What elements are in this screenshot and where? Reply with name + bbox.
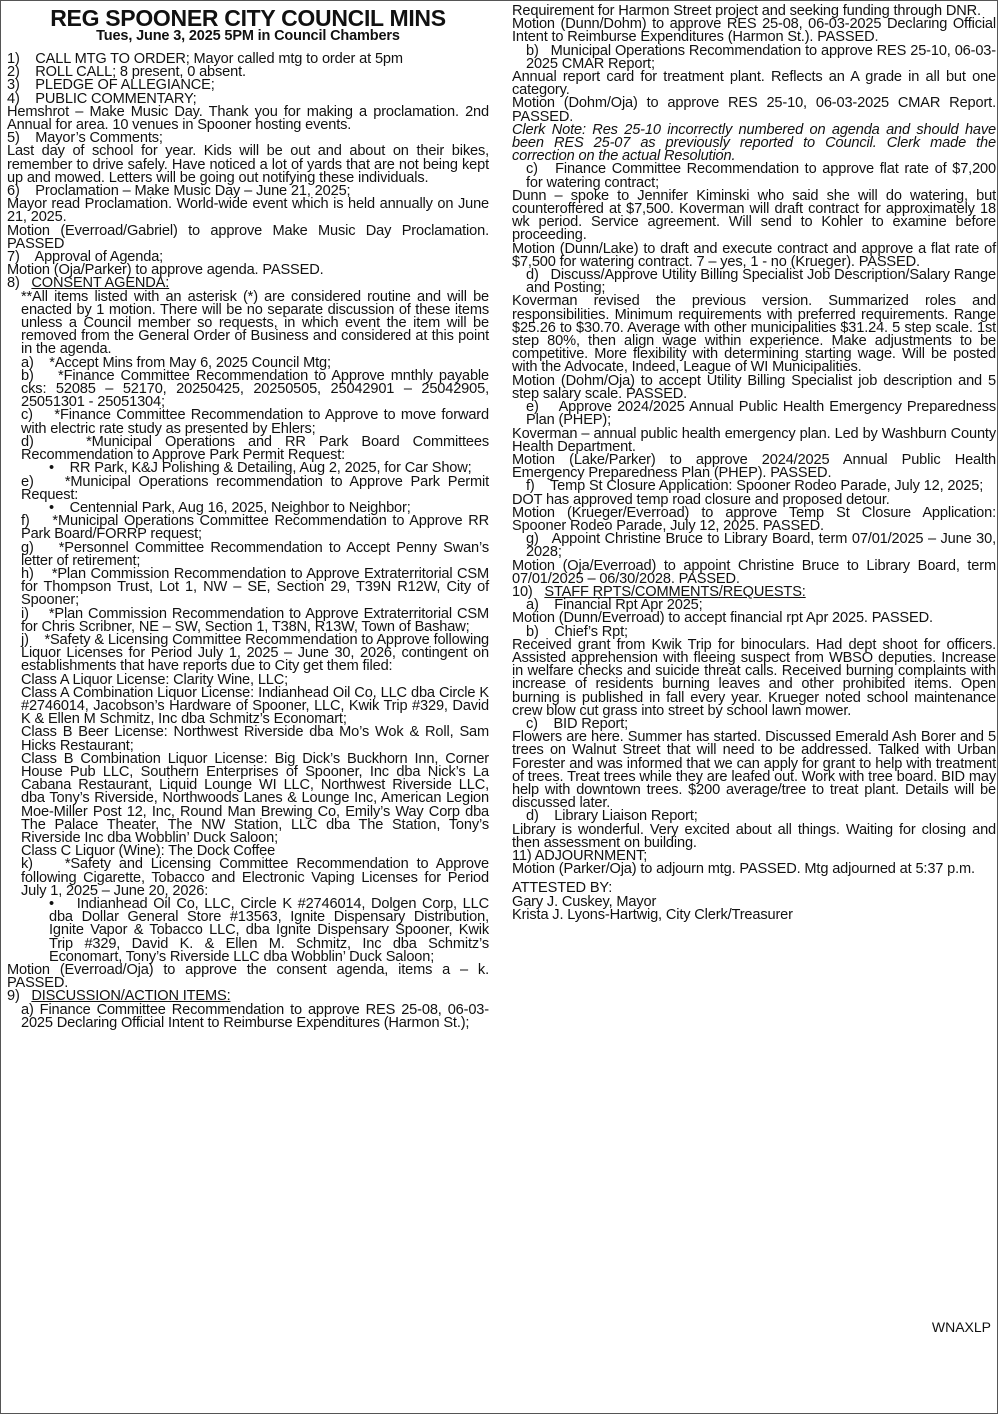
minutes-paragraph: Motion (Oja/Parker) to approve agenda. PASSED. <box>7 262 324 279</box>
minutes-paragraph: Motion (Dunn/Lake) to draft and execute contract and approve a flat rate of $7,500 for watering contract. 7 – yes, 1 - no (Krueger). PASSED. <box>512 240 996 270</box>
section-number: 10) <box>512 583 545 600</box>
minutes-paragraph: c) BID Report; <box>526 715 629 732</box>
minutes-paragraph: d) Library Liaison Report; <box>526 808 698 825</box>
minutes-paragraph: 11) ADJOURNMENT; <box>512 848 648 864</box>
minutes-paragraph: Mayor read Proclamation. World-wide event which is held annually on June 21, 2025. <box>7 196 489 226</box>
minutes-paragraph: a) Finance Committee Recommendation to approve RES 25-08, 06-03-2025 Declaring Official Intent to Reimburse Expenditures (Harmon St.); <box>21 1001 489 1031</box>
minutes-paragraph: Flowers are here. Summer has started. Discussed Emerald Ash Borer and 5 trees on Walnut Street that will need to be addressed. Talked with Urban Forester and was informed that we can apply for grant to help with treatment of trees. Treat trees while they are leafed out. Work with tree board. BID may help with downtown trees. $200 average/tree to treat plant. Details will be discussed later. <box>512 729 996 812</box>
minutes-paragraph: Motion (Oja/Everroad) to appoint Christine Bruce to Library Board, term 07/01/2025 – 06/30/2028. PASSED. <box>512 557 996 587</box>
section-heading: STAFF RPTS/COMMENTS/REQUESTS: <box>544 583 806 600</box>
minutes-paragraph: Last day of school for year. Kids will be out and about on their bikes, remember to drive safely. Have noticed a lot of yards that are not being kept up and mowed. Letters will be going out notifying these individuals. <box>7 143 489 186</box>
minutes-paragraph: Class B Combination Liquor License: Big Dick’s Buckhorn Inn, Corner House Pub LLC, Southern Enterprises of Spooner, Inc dba Nick’s La Cabana Restaurant, Liquid Lounge WI LLC, Northwest Riverside LLC, dba Tony’s Riverside, Northwoods Lanes & Lounge Inc, American Legion Moe-Miller Post 12, Inc, Round Man Brewing Co, Emily’s Way Corp dba The Palace Theater, The NW Station, LLC dba The Station, Tony’s Riverside Inc dba Wobblin’ Duck Saloon; <box>21 750 489 846</box>
minutes-paragraph: b) Municipal Operations Recommendation to approve RES 25-10, 06-03-2025 CMAR Report; <box>526 42 996 72</box>
minutes-paragraph: Requirement for Harmon Street project and seeking funding through DNR. <box>512 3 981 19</box>
minutes-paragraph: Motion (Dohm/Oja) to approve RES 25-10, 06-03-2025 CMAR Report. PASSED. <box>512 95 996 125</box>
minutes-paragraph: Koverman – annual public health emergency plan. Led by Washburn County Health Department. <box>512 425 996 455</box>
minutes-paragraph: j) *Safety & Licensing Committee Recommendation to Approve following Liquor Licenses for Period July 1, 2025 – June 30, 2026, contingent on establishments that have reports due to City get them filed: <box>21 631 489 675</box>
minutes-paragraph: c) Finance Committee Recommendation to approve flat rate of $7,200 for watering contract; <box>526 161 996 191</box>
minutes-paragraph: k) *Safety and Licensing Committee Recommendation to Approve following Cigarette, Tobacco and Electronic Vaping Licenses for Period July 1, 2025 – June 20, 2026: <box>21 856 489 899</box>
minutes-paragraph: Hemshrot – Make Music Day. Thank you for making a proclamation. 2nd Annual for area. 10 venues in Spooner hosting events. <box>7 103 489 134</box>
minutes-paragraph: c) *Finance Committee Recommendation to Approve to move forward with electric rate study as presented by Ehlers; <box>21 407 489 437</box>
minutes-paragraph: • RR Park, K&J Polishing & Detailing, Aug 2, 2025, for Car Show; <box>49 460 472 477</box>
minutes-paragraph: 1) CALL MTG TO ORDER; Mayor called mtg to order at 5pm <box>7 51 403 67</box>
minutes-paragraph: Motion (Dunn/Dohm) to approve RES 25-08, 06-03-2025 Declaring Official Intent to Reimburse Expenditures (Harmon St.). PASSED. <box>512 16 996 46</box>
minutes-paragraph: g) Appoint Christine Bruce to Library Board, term 07/01/2025 – June 30, 2028; <box>526 531 996 561</box>
minutes-paragraph: Motion (Lake/Parker) to approve 2024/2025 Annual Public Health Emergency Preparedness Plan (PHEP). PASSED. <box>512 451 996 482</box>
minutes-paragraph: Annual report card for treatment plant. Reflects an A grade in all but one category. <box>512 69 996 99</box>
column-right <box>512 5 996 922</box>
minutes-paragraph: d) Discuss/Approve Utility Billing Specialist Job Description/Salary Range and Posting; <box>526 267 996 297</box>
notice-subtitle: Tues, June 3, 2025 5PM in Council Chambers <box>96 28 400 44</box>
left-column-body <box>7 53 489 1030</box>
minutes-paragraph: e) *Municipal Operations recommendation to Approve Park Permit Request: <box>21 473 489 503</box>
minutes-paragraph: f) Temp St Closure Application: Spooner Rodeo Parade, July 12, 2025; <box>526 478 984 495</box>
minutes-paragraph: Motion (Parker/Oja) to adjourn mtg. PASSED. Mtg adjourned at 5:37 p.m. <box>512 861 975 878</box>
minutes-paragraph: b) Chief’s Rpt; <box>526 623 628 640</box>
publication-code: WNAXLP <box>931 1319 991 1335</box>
minutes-paragraph: Class B Beer License: Northwest Riverside dba Mo’s Wok & Roll, Sam Hicks Restaurant; <box>21 724 489 754</box>
minutes-paragraph: Gary J. Cuskey, Mayor <box>512 893 657 910</box>
minutes-paragraph: DOT has approved temp road closure and proposed detour. <box>512 491 890 508</box>
right-column-body <box>512 5 996 922</box>
minutes-paragraph: Dunn – spoke to Jennifer Kiminski who said she will do watering, but counteroffered at $7,500. Koverman will draft contract for approximately 18 wk period. Service agreement. Will send to Kohler to examine before proceeding. <box>512 187 996 244</box>
column-left <box>7 5 489 1030</box>
minutes-paragraph: h) *Plan Commission Recommendation to Approve Extraterritorial CSM for Thompson Trust, Lot 1, NW – SE, Section 29, T39N R12W, City of Spooner; <box>21 565 489 609</box>
section-number: 9) <box>7 988 32 1005</box>
minutes-paragraph: 3) PLEDGE OF ALLEGIANCE; <box>7 77 215 94</box>
minutes-paragraph: Clerk Note: Res 25-10 incorrectly numbered on agenda and should have been RES 25-07 as previously reported to Council. Clerk made the correction on the actual Resolution. <box>512 121 996 165</box>
minutes-paragraph: Class C Liquor (Wine): The Dock Coffee <box>21 843 276 860</box>
minutes-paragraph: Motion (Everroad/Gabriel) to approve Make Music Day Proclamation. PASSED <box>7 222 489 252</box>
minutes-paragraph: i) *Plan Commission Recommendation to Approve Extraterritorial CSM for Chris Scribner, NE – SW, Section 1, T38N, R13W, Town of Bashaw; <box>21 605 489 635</box>
minutes-paragraph: 5) Mayor’s Comments; <box>7 130 163 147</box>
notice-title: REG SPOONER CITY COUNCIL MINS <box>50 5 446 31</box>
minutes-paragraph: Motion (Krueger/Everroad) to approve Temp St Closure Application: Spooner Rodeo Parade, July 12, 2025. PASSED. <box>512 504 996 534</box>
minutes-paragraph: Motion (Dunn/Everroad) to accept financial rpt Apr 2025. PASSED. <box>512 610 933 627</box>
minutes-paragraph: 4) PUBLIC COMMENTARY; <box>7 90 197 107</box>
minutes-paragraph: Class A Combination Liquor License: Indianhead Oil Co, LLC dba Circle K #2746014, Jacobson’s Hardware of Spooner, LLC, Kwik Trip #329, David K & Ellen M Schmitz, Inc dba Schmitz’s Economart; <box>21 684 489 728</box>
minutes-paragraph: 7) Approval of Agenda; <box>7 249 164 266</box>
minutes-paragraph: ATTESTED BY: <box>512 880 613 897</box>
minutes-paragraph: Krista J. Lyons-Hartwig, City Clerk/Treasurer <box>512 906 793 923</box>
minutes-paragraph: b) *Finance Committee Recommendation to Approve mnthly payable cks: 52085 – 52170, 20250425, 20250505, 25042901 – 25042905, 25051301 - 25051304; <box>21 367 489 411</box>
minutes-paragraph: Received grant from Kwik Trip for binoculars. Had dept shoot for officers. Assisted apprehension with fleeing suspect from WBSO deputies. Increase in welfare checks and suicide threat calls. Received burning complaints with increase of residents burning leaves and other prohibited items. Open burning is published in fall every year. Krueger noted school maintenance crew blow cut grass into street by school lawn mower. <box>512 636 996 719</box>
minutes-paragraph: • Indianhead Oil Co, LLC, Circle K #2746014, Dolgen Corp, LLC dba Dollar General Store #13563, Ignite Dispensary Distribution, Ignite Vapor & Tobacco LLC, dba Ignite Dispensary Spooner, Kwik Trip #329, David K. & Ellen M. Schmitz, Inc dba Schmitz’s Economart, Tony’s Riverside LLC dba Wobblin’ Duck Saloon; <box>49 896 489 965</box>
minutes-paragraph: Class A Liquor License: Clarity Wine, LLC; <box>21 671 289 688</box>
minutes-paragraph: e) Approve 2024/2025 Annual Public Health Emergency Preparedness Plan (PHEP); <box>526 399 996 429</box>
minutes-paragraph: Motion (Dohm/Oja) to accept Utility Billing Specialist job description and 5 step salary scale. PASSED. <box>512 372 996 402</box>
minutes-paragraph: 2) ROLL CALL; 8 present, 0 absent. <box>7 64 246 81</box>
minutes-paragraph: a) *Accept Mins from May 6, 2025 Council Mtg; <box>21 354 331 371</box>
minutes-paragraph: 6) Proclamation – Make Music Day – June 21, 2025; <box>7 183 351 200</box>
minutes-paragraph: Koverman revised the previous version. Summarized roles and responsibilities. Minimum requirements with preferred requirements. Range $25.26 to $30.70. Average with other municipalities $31.24. 5 step scale. 1st step 80%, then align wage within experience. Make adjustments to be competitive. More flexibility with determining starting wage. Will be posted with the Advocate, Indeed, League of WI Municipalities. <box>512 293 996 376</box>
section-heading: CONSENT AGENDA: <box>31 275 170 292</box>
minutes-paragraph: a) Financial Rpt Apr 2025; <box>526 597 703 614</box>
minutes-paragraph: Library is wonderful. Very excited about all things. Waiting for closing and then assessment on building. <box>512 821 996 851</box>
minutes-paragraph: **All items listed with an asterisk (*) are considered routine and will be enacted by 1 motion. There will be no separate discussion of these items unless a Council member so requests, in which event the item will be removed from the General Order of Business and considered at this point in the agenda. <box>21 288 489 358</box>
minutes-paragraph: • Centennial Park, Aug 16, 2025, Neighbor to Neighbor; <box>49 499 411 516</box>
minutes-paragraph: g) *Personnel Committee Recommendation to Accept Penny Swan’s letter of retirement; <box>21 539 489 569</box>
section-heading: DISCUSSION/ACTION ITEMS: <box>31 988 231 1005</box>
minutes-paragraph: d) *Municipal Operations and RR Park Board Committees Recommendation to Approve Park Permit Request: <box>21 433 489 464</box>
minutes-paragraph: Motion (Everroad/Oja) to approve the consent agenda, items a – k. PASSED. <box>7 962 489 992</box>
minutes-paragraph: f) *Municipal Operations Committee Recommendation to Approve RR Park Board/FORRP request; <box>21 513 489 543</box>
section-number: 8) <box>7 275 32 292</box>
